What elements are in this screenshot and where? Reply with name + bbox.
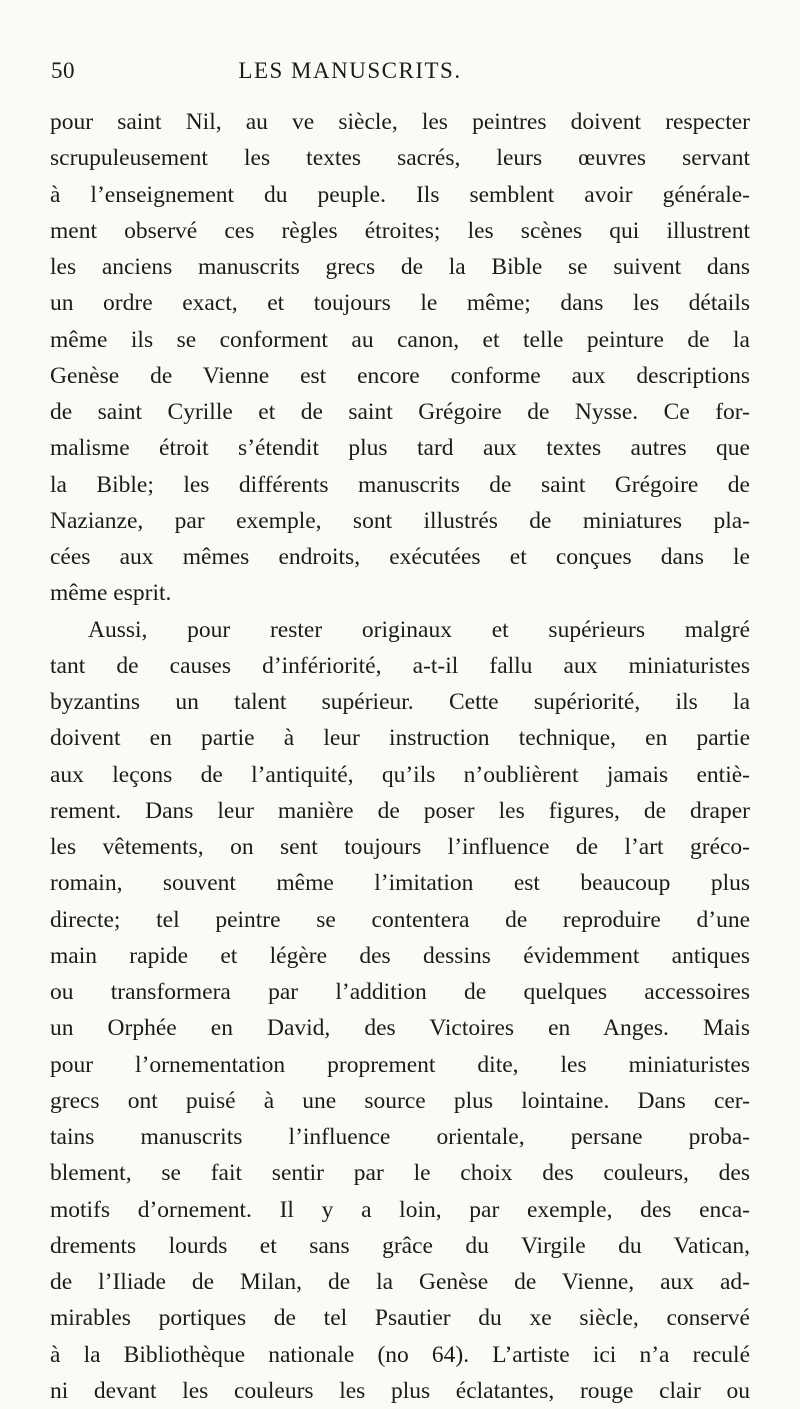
text-line: ou transformera par l’addition de quelques accessoires [50,979,750,1005]
text-line: byzantins un talent supérieur. Cette supériorité, ils la [50,689,750,715]
text-line: tains manuscrits l’influence orientale, persane proba- [50,1124,750,1150]
page-header [50,58,650,92]
text-line: Genèse de Vienne est encore conforme aux descriptions [50,362,750,389]
text-line: ment observé ces règles étroites; les scènes qui illustrent [50,217,750,244]
text-line: aux leçons de l’antiquité, qu’ils n’oublièrent jamais entiè- [50,761,750,788]
text-line: mirables portiques de tel Psautier du xe siècle, conservé [50,1305,750,1332]
text-line: romain, souvent même l’imitation est beaucoup plus [50,870,750,897]
text-line: un Orphée en David, des Victoires en Anges. Mais [50,1015,750,1042]
text-line: pour l’ornementation proprement dite, les miniaturistes [50,1051,750,1078]
text-line: motifs d’ornement. Il y a loin, par exemple, des enca- [50,1196,750,1223]
text-line: même ils se conforment au canon, et telle peinture de la [50,326,750,353]
text-line: blement, se fait sentir par le choix des couleurs, des [50,1160,750,1187]
text-line: malisme étroit s’étendit plus tard aux textes autres que [50,435,750,462]
text-line: grecs ont puisé à une source plus lointaine. Dans cer- [50,1087,750,1114]
text-line: à l’enseignement du peuple. Ils semblent avoir générale- [50,181,750,208]
text-line: rement. Dans leur manière de poser les figures, de draper [50,797,750,824]
text-line: main rapide et légère des dessins évidemment antiques [50,942,750,969]
text-line: à la Bibliothèque nationale (no 64). L’artiste ici n’a reculé [50,1341,750,1368]
text-line: les anciens manuscrits grecs de la Bible se suivent dans [50,254,750,280]
text-line: scrupuleusement les textes sacrés, leurs œuvres servant [50,145,750,172]
body-text [50,104,750,1409]
text-line: cées aux mêmes endroits, exécutées et conçues dans le [50,544,750,570]
text-line: directe; tel peintre se contentera de reproduire d’une [50,906,750,933]
paragraph-end-line: même esprit. [50,580,172,607]
text-line: un ordre exact, et toujours le même; dans les détails [50,290,750,317]
text-line: la Bible; les différents manuscrits de saint Grégoire de [50,471,750,498]
text-line: ni devant les couleurs les plus éclatantes, rouge clair ou [50,1377,750,1404]
text-line: de saint Cyrille et de saint Grégoire de Nysse. Ce for- [50,399,750,425]
text-line: tant de causes d’infériorité, a-t-il fallu aux miniaturistes [50,652,750,679]
text-line: Nazianze, par exemple, sont illustrés de miniatures pla- [50,507,750,534]
text-line: de l’Iliade de Milan, de la Genèse de Vienne, aux ad- [50,1269,750,1295]
text-line: les vêtements, on sent toujours l’influence de l’art gréco- [50,834,750,860]
text-line: pour saint Nil, au ve siècle, les peintres doivent respecter [50,109,750,135]
text-line: drements lourds et sans grâce du Virgile du Vatican, [50,1232,750,1259]
running-title: LES MANUSCRITS. [238,58,462,83]
paragraph-start-line: Aussi, pour rester originaux et supérieurs malgré [88,616,750,643]
page-number: 50 [51,58,75,83]
text-line: doivent en partie à leur instruction technique, en partie [50,725,750,752]
